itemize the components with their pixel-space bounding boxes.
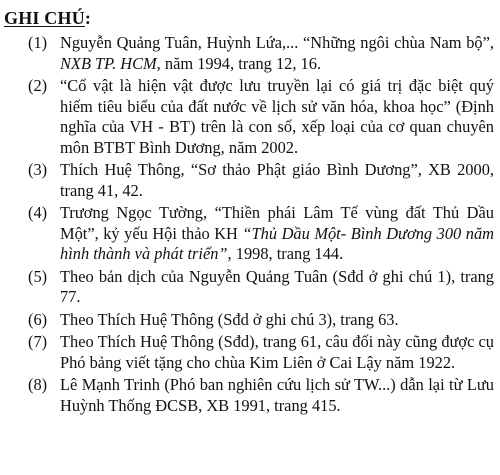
note-number: (5) [28, 266, 48, 286]
note-number: (8) [28, 375, 48, 394]
note-text: Thích Huệ Thông, “Sơ thảo Phật giáo Bình Dương”, XB 2000, trang 41, 42. [60, 160, 494, 200]
note-7 [28, 332, 494, 373]
note-2 [28, 76, 494, 158]
note-6 [28, 310, 494, 331]
note-number: (3) [28, 160, 48, 179]
notes-heading-colon: : [84, 8, 92, 28]
note-number: (6) [28, 309, 48, 329]
note-italic-text: NXB TP. HCM, [60, 53, 161, 73]
note-5 [28, 267, 494, 308]
note-text: Theo bản dịch của Nguyễn Quảng Tuân (Sđd ở ghi chú 1), trang 77. [60, 266, 494, 306]
notes-heading [4, 6, 91, 30]
note-italic-text: “Thủ Dầu Một- Bình Dương 300 năm hình thành và phát triển”, [60, 223, 494, 263]
note-text-tail: 1998, trang 144. [231, 244, 344, 263]
notes-list [28, 33, 494, 418]
note-text: Theo Thích Huệ Thông (Sđd ở ghi chú 3), trang 63. [60, 309, 399, 329]
note-number: (2) [28, 76, 48, 95]
note-number: (1) [28, 33, 48, 52]
note-text: “Cổ vật là hiện vật được lưu truyền lại có giá trị đặc biệt quý hiếm tiêu biểu của đất nước về lịch sử văn hóa, khoa học” (Định nghĩa của VH - BT) trên là con số, xếp loại của cơ quan chuyên môn BTBT Bình Dương, năm 2002. [60, 76, 494, 157]
note-text: Nguyễn Quảng Tuân, Huỳnh Lứa,... “Những ngôi chùa Nam bộ”, [60, 33, 494, 52]
note-number: (7) [28, 332, 48, 351]
notes-heading-title: GHI CHÚ [4, 8, 85, 28]
note-text: Lê Mạnh Trinh (Phó ban nghiên cứu lịch sử TW...) dẫn lại từ Lưu Huỳnh Thống ĐCSB, XB 1991, trang 415. [60, 375, 494, 415]
note-text-tail: năm 1994, trang 12, 16. [160, 53, 322, 73]
note-number: (4) [28, 203, 48, 222]
note-1 [28, 33, 494, 74]
note-3 [28, 160, 494, 201]
note-text: Theo Thích Huệ Thông (Sđd), trang 61, câu đối này cũng được cụ Phó bảng viết tặng cho chùa Kim Liên ở Cai Lậy năm 1922. [60, 332, 494, 372]
note-4 [28, 203, 494, 265]
note-8 [28, 375, 494, 416]
note-text: Trương Ngọc Tường, “Thiền phái Lâm Tế vùng đất Thủ Dầu Một”, kỷ yếu Hội thảo KH [60, 203, 494, 243]
